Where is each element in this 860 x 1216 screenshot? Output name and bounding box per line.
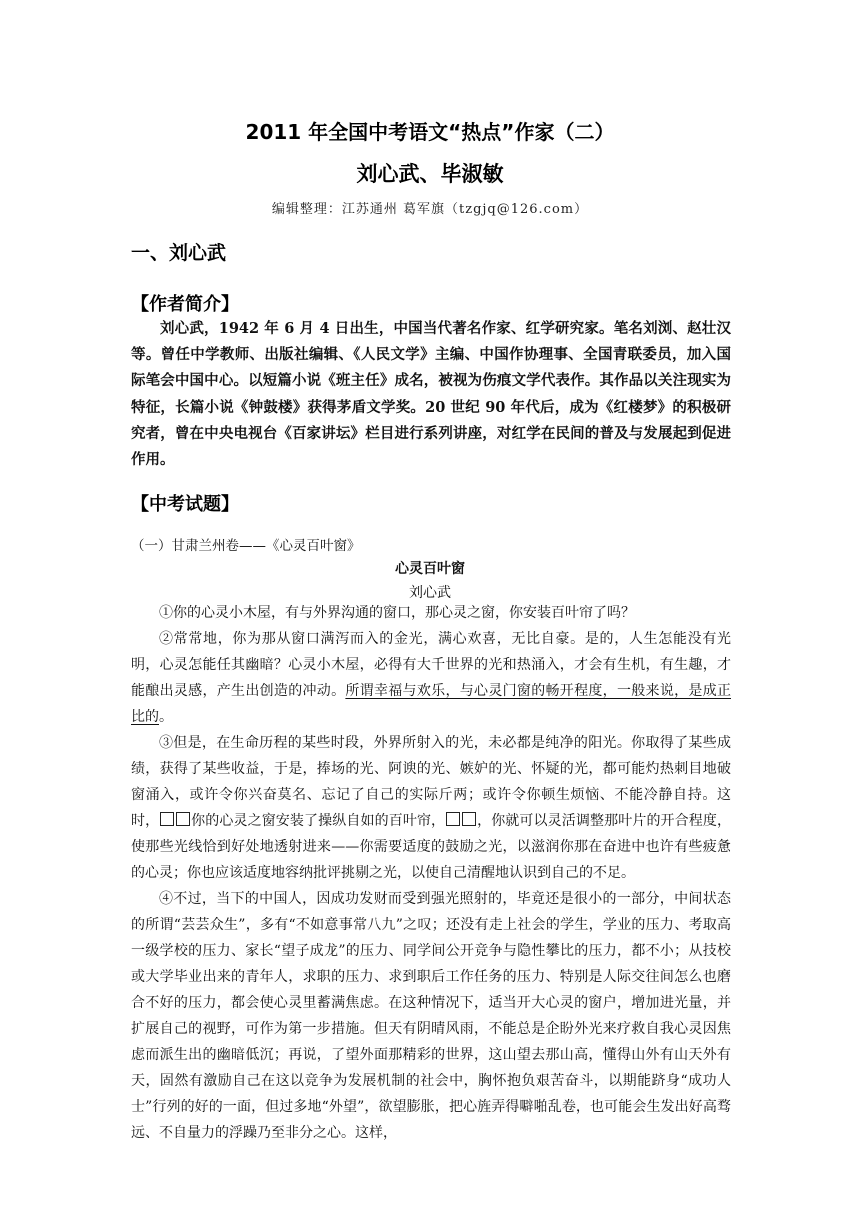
blank-box [160, 812, 174, 826]
essay-author: 刘心武 [409, 585, 451, 601]
document-title: 2011 年全国中考语文“热点”作家（二） [245, 120, 615, 144]
paragraph-2-end: 。 [159, 709, 173, 725]
essay-paragraph-3 [131, 730, 731, 886]
blank-box [462, 812, 476, 826]
section-heading-liu-xinwu: 一、刘心武 [131, 242, 227, 264]
essay-paragraph-4: ④不过，当下的中国人，因成功发财而受到强光照射的，毕竟还是很小的一部分，中间状态的所谓“芸芸众生”，多有“不如意事常八九”之叹；还没有走上社会的学生，学业的压力、考取高一级学校的压力、家长“望子成龙”的压力、同学间公开竞争与隐性攀比的压力，都不小；从技校或大学毕业出来的青年人，求职的压力、求到职后工作任务的压力、特别是人际交往间怎么也磨合不好的压力，都会使心灵里蓄满焦虑。在这种情况下，适当开大心灵的窗户，增加进光量，并扩展自己的视野，可作为第一步措施。但天有阴晴风雨，不能总是企盼外光来疗救自我心灵因焦虑而派生出的幽暗低沉；再说，了望外面那精彩的世界，这山望去那山高，懂得山外有山天外有天，固然有激励自己在这以竞争为发展机制的社会中，胸怀抱负艰苦奋斗，以期能跻身“成功人士”行列的好的一面，但过多地“外望”，欲望膨胀，把心旌弄得噼啪乱卷，也可能会生发出好高骛远、不自量力的浮躁乃至非分之心。这样， [131, 891, 731, 1141]
paragraph-3-text-b: 你的心灵之窗安装了操纵自如的百叶帘， [191, 813, 446, 829]
exam-subheading: （一）甘肃兰州卷——《心灵百叶窗》 [131, 538, 361, 554]
essay-paragraph-1: ①你的心灵小木屋，有与外界沟通的窗口，那心灵之窗，你安装百叶帘了吗？ [159, 605, 635, 621]
author-intro-heading: 【作者简介】 [131, 294, 239, 315]
exam-questions-heading: 【中考试题】 [131, 494, 239, 515]
blank-box [446, 812, 460, 826]
author-bio-paragraph: 刘心武，1942 年 6 月 4 日出生，中国当代著名作家、红学研究家。笔名刘浏、赵壮汉等。曾任中学教师、出版社编辑、《人民文学》主编、中国作协理事、全国青联委员，加入国际笔会中国中心。以短篇小说《班主任》成名，被视为伤痕文学代表作。其作品以关注现实为特征，长篇小说《钟鼓楼》获得茅盾文学奖。20 世纪 90 年代后，成为《红楼梦》的积极研究者，曾在中央电视台《百家讲坛》栏目进行系列讲座，对红学在民间的普及与发展起到促进作用。 [131, 320, 731, 469]
paragraph-3-text-a: ③但是，在生命历程的某些时段，外界所射入的光，未必都是纯净的阳光。你取得了某些成绩，获得了某些收益，于是，捧场的光、阿谀的光、嫉妒的光、怀疑的光，都可能灼热刺目地破窗涌入，或许令你兴奋莫名、忘记了自己的实际斤两；或许令你顿生烦恼、不能冷静自持。这时， [131, 735, 731, 829]
editor-credit: 编辑整理：江苏通州 葛军旗（tzgjq@126.com） [271, 202, 589, 217]
blank-box [176, 812, 190, 826]
essay-title: 心灵百叶窗 [395, 561, 465, 577]
paragraph-3-text-c: ，你就可以灵活调整那叶片的开合程度，使那些光线恰到好处地透射进来——你需要适度的鼓励之光，以滋润你那在奋进中也许有些疲惫的心灵；你也应该适度地容纳批评挑剔之光，以使自己清醒地认识到自己的不足。 [131, 813, 732, 881]
underlined-sentence: 所谓幸福与欢乐，与心灵门窗的畅开程度，一般来说，是成正比的 [131, 683, 731, 725]
essay-paragraph-2 [131, 626, 731, 730]
essay-body [131, 600, 731, 1146]
paragraph-2-text: ②常常地，你为那从窗口满泻而入的金光，满心欢喜，无比自豪。是的，人生怎能没有光明，心灵怎能任其幽暗？心灵小木屋，必得有大千世界的光和热涌入，才会有生机，有生趣，才能酿出灵感，产生出创造的冲动。 [131, 631, 731, 699]
document-subtitle: 刘心武、毕淑敏 [356, 162, 504, 186]
